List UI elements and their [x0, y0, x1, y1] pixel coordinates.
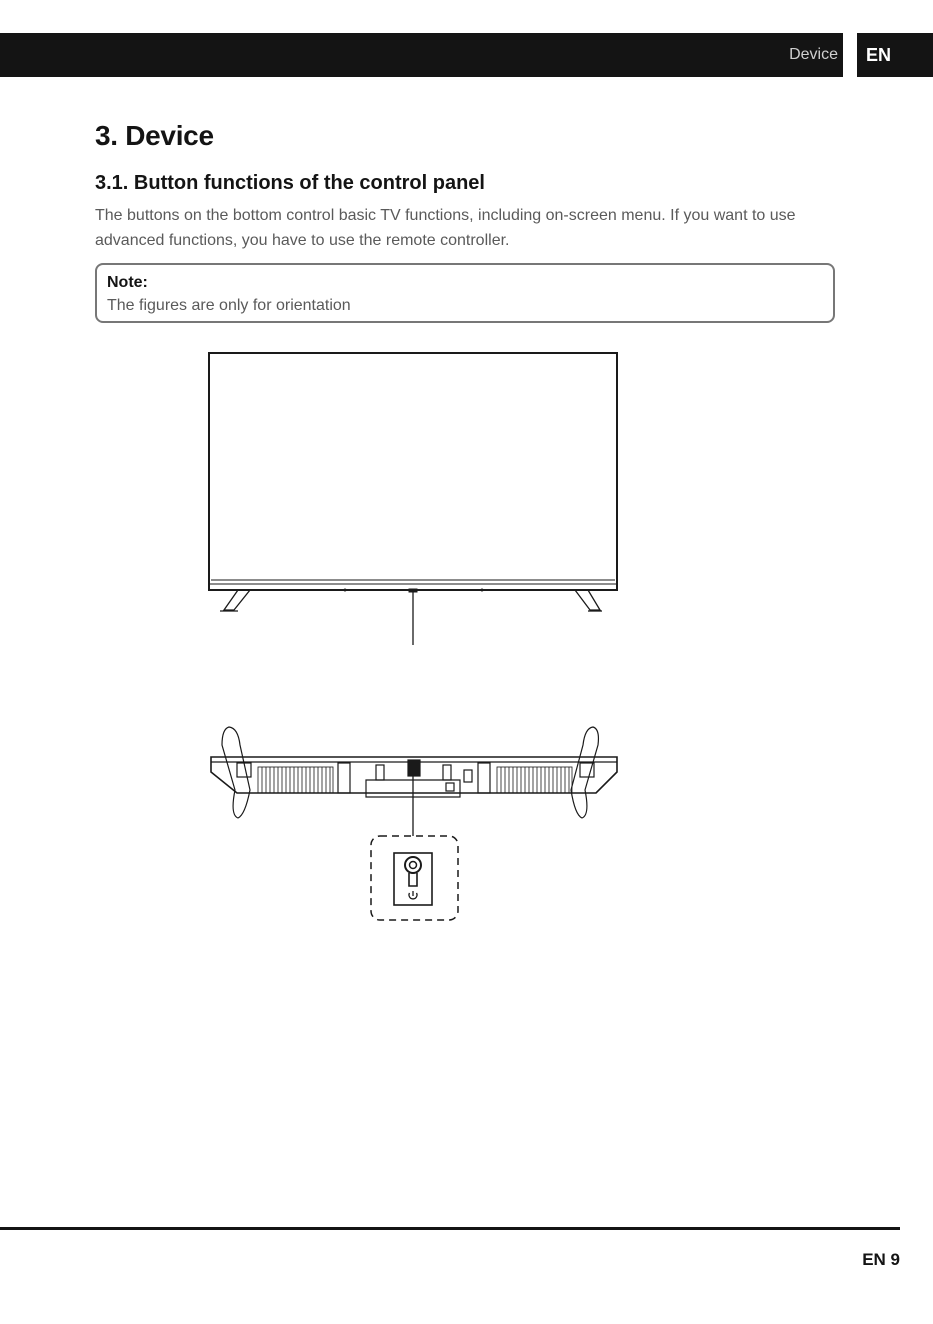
tv-bottom-icon: [211, 727, 617, 836]
note-text: The figures are only for orientation: [107, 297, 351, 314]
intro-paragraph: The buttons on the bottom control basic TV functions, including on-screen menu. If you want to use advanced functions, you have to use the remote controller.: [95, 207, 796, 249]
header-section-title: Device: [789, 46, 838, 63]
tv-front-icon: [209, 353, 617, 645]
page-title: 3. Device: [95, 120, 214, 151]
page-number: EN 9: [862, 1250, 900, 1269]
note-title: Note:: [107, 274, 148, 291]
power-button-icon: [371, 836, 458, 920]
footer-divider: [0, 1227, 900, 1230]
language-label: EN: [866, 45, 892, 65]
section-title: 3.1. Button functions of the control panel: [95, 172, 485, 194]
